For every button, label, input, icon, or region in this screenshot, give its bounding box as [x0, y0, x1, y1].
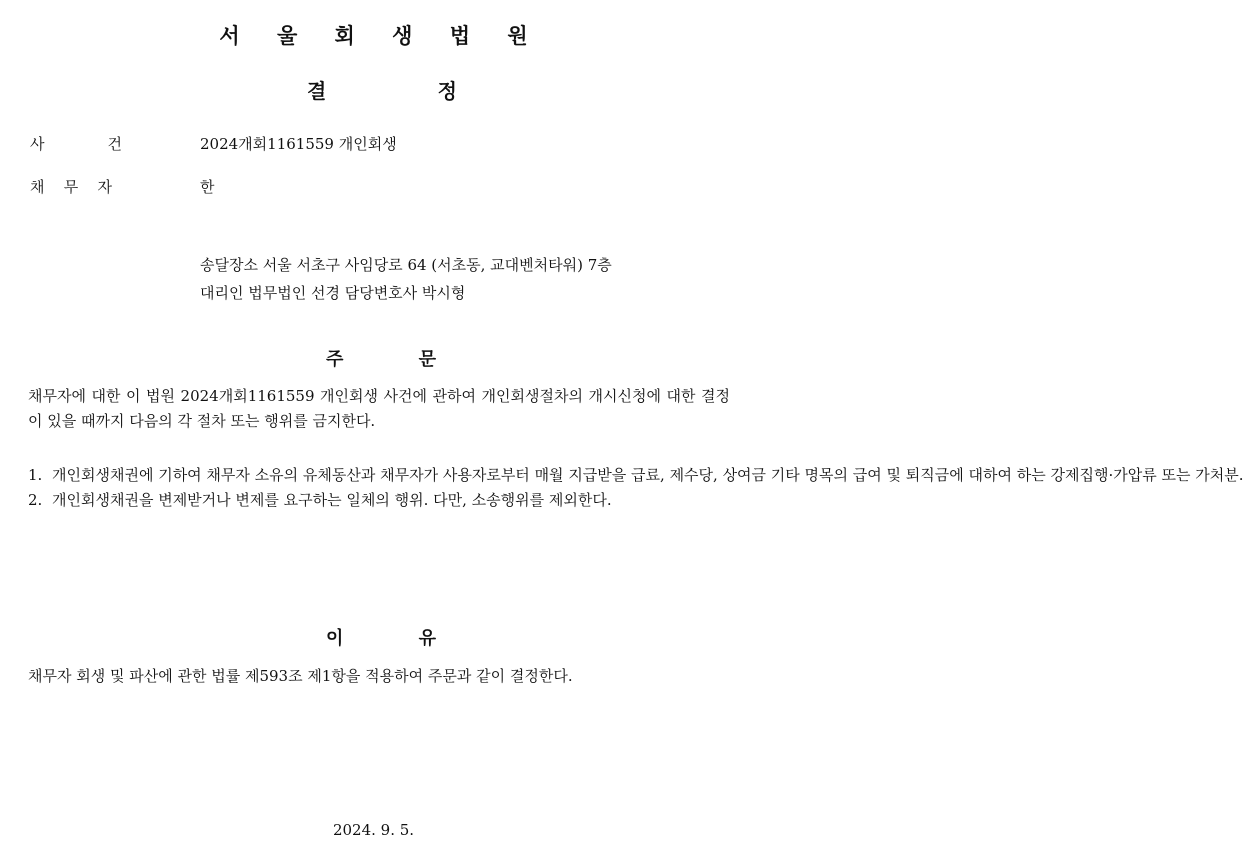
title-char: 정 — [437, 79, 457, 103]
debtor-label — [30, 176, 112, 197]
heading-char: 문 — [418, 349, 436, 370]
label-char: 무 — [63, 178, 79, 196]
heading-char: 유 — [418, 628, 436, 649]
item-number: 1. — [28, 466, 43, 484]
label-char: 자 — [97, 178, 112, 196]
case-number: 2024개회1161559 개인회생 — [200, 135, 397, 153]
document-title — [307, 75, 457, 104]
order-intro: 채무자에 대한 이 법원 2024개회1161559 개인회생 사건에 관하여 개인회생절차의 개시신청에 대한 결정이 있을 때까지 다음의 각 절차 또는 행위를 금지한다. — [28, 387, 730, 430]
item-text: 개인회생채권을 변제받거나 변제를 요구하는 일체의 행위. 다만, 소송행위를 제외한다. — [52, 491, 612, 509]
item-text: 개인회생채권에 기하여 채무자 소유의 유체동산과 채무자가 사용자로부터 매월 지급받을 급료, 제수당, 상여금 기타 명목의 급여 및 퇴직금에 대하여 하는 강제집행·가압류 또는 가처분. — [52, 466, 1243, 484]
service-address: 송달장소 서울 서초구 사임당로 64 (서초동, 교대벤처타워) 7층 — [200, 256, 612, 274]
case-label — [30, 133, 122, 154]
title-char: 결 — [307, 79, 327, 103]
label-char: 채 — [30, 178, 45, 196]
label-char: 사 — [30, 135, 45, 153]
debtor-name: 한 — [200, 178, 215, 196]
decision-date: 2024. 9. 5. — [332, 821, 415, 839]
order-heading — [326, 345, 436, 371]
reason-text: 채무자 회생 및 파산에 관한 법률 제593조 제1항을 적용하여 주문과 같이 결정한다. — [28, 667, 573, 685]
list-item — [28, 463, 1243, 488]
item-number: 2. — [28, 491, 43, 509]
label-char: 건 — [107, 135, 122, 153]
reason-heading — [326, 624, 436, 650]
list-item — [28, 488, 730, 513]
legal-agent: 대리인 법무법인 선경 담당변호사 박시형 — [200, 284, 466, 302]
heading-char: 주 — [326, 349, 344, 370]
court-name: 서 울 회 생 법 원 — [219, 24, 543, 48]
order-list — [28, 463, 1243, 513]
heading-char: 이 — [326, 628, 344, 649]
